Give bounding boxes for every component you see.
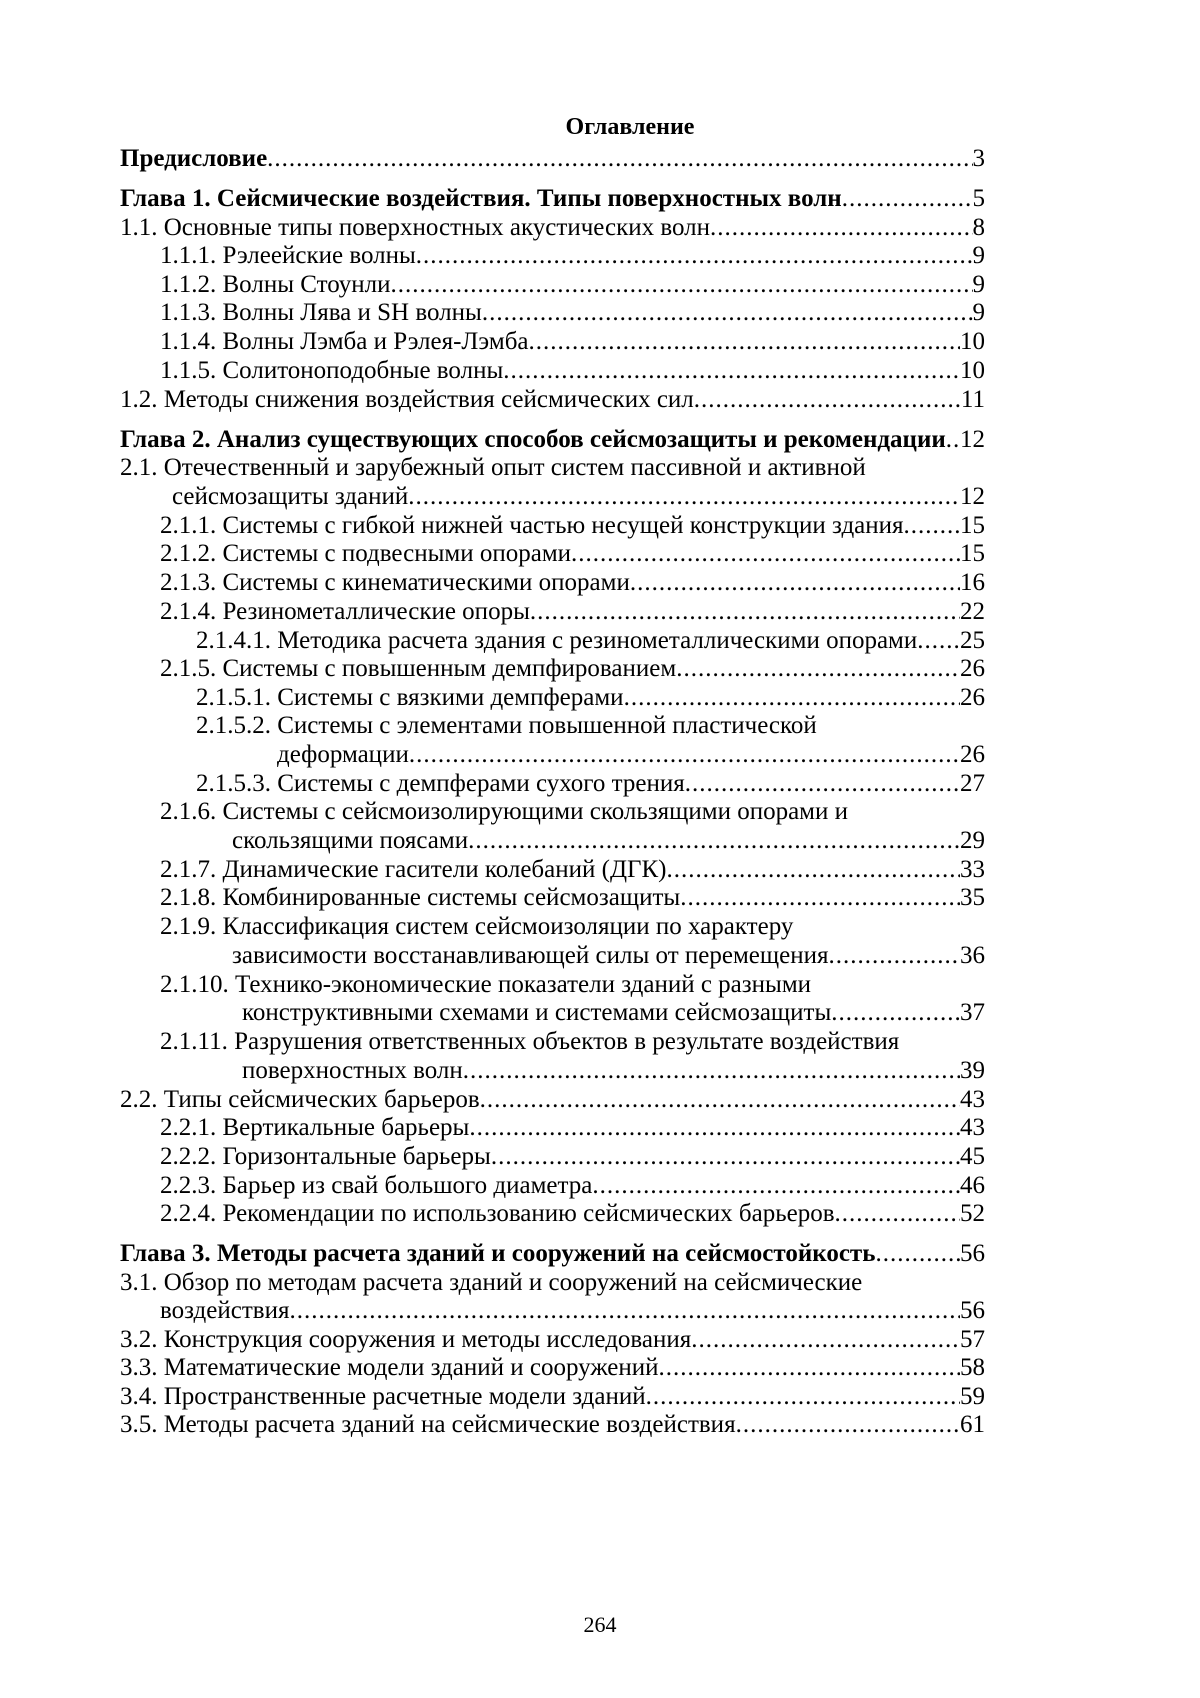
toc-entry-page: 52 [960, 1200, 985, 1227]
toc-entry-page: 43 [960, 1114, 985, 1141]
toc-entry-title: 2.1.2. Системы с подвесными опорами [160, 540, 572, 567]
toc-entry-page: 12 [960, 426, 985, 453]
toc-entry [160, 1027, 899, 1057]
toc-entry-title: 3.1. Обзор по методам расчета зданий и сооружений на сейсмические [120, 1269, 863, 1296]
toc-entry-title: 1.2. Методы снижения воздействия сейсмических сил [120, 386, 694, 413]
toc-dot-leader [946, 425, 960, 455]
toc-entry-page: 43 [960, 1086, 985, 1113]
toc-entry-title: воздействия [160, 1297, 290, 1324]
toc-entry [160, 241, 985, 271]
toc-dot-leader [904, 511, 960, 541]
toc-dot-leader [680, 883, 960, 913]
toc-entry [120, 144, 985, 174]
toc-entry [242, 1056, 985, 1086]
toc-entry-page: 26 [960, 655, 985, 682]
toc-entry-title: 1.1.4. Волны Лэмба и Рэлея-Лэмба [160, 328, 529, 355]
toc-entry [120, 1085, 985, 1115]
toc-entry-title: 2.2.2. Горизонтальные барьеры [160, 1143, 491, 1170]
toc-entry-page: 15 [960, 512, 985, 539]
toc-entry-page: 22 [960, 598, 985, 625]
toc-dot-leader [409, 740, 960, 770]
toc-entry-page: 26 [960, 741, 985, 768]
toc-entry-title: Глава 1. Сейсмические воздействия. Типы поверхностных волн [120, 185, 842, 212]
toc-dot-leader [694, 385, 961, 415]
toc-entry [160, 511, 985, 541]
toc-entry-title: сейсмозащиты зданий [172, 483, 409, 510]
toc-entry-page: 9 [972, 271, 985, 298]
toc-entry-title: 2.2.1. Вертикальные барьеры [160, 1114, 470, 1141]
toc-entry-title: 2.1.5.2. Системы с элементами повышенной пластической [196, 712, 817, 739]
toc-dot-leader [917, 626, 960, 656]
toc-entry [277, 740, 985, 770]
toc-entry-title: 2.1.6. Системы с сейсмоизолирующими скользящими опорами и [160, 798, 849, 825]
toc-entry-page: 11 [960, 386, 985, 413]
toc-entry-title: Глава 3. Методы расчета зданий и сооружений на сейсмостойкость [120, 1240, 876, 1267]
toc-dot-leader [482, 298, 973, 328]
toc-dot-leader [469, 1113, 960, 1143]
toc-entry [120, 1239, 985, 1269]
toc-entry-title: 2.1.1. Системы с гибкой нижней частью несущей конструкции здания [160, 512, 904, 539]
toc-title: Оглавление [565, 114, 695, 140]
toc-entry-title: 1.1.3. Волны Лява и SH волны [160, 299, 482, 326]
toc-entry-page: 9 [972, 299, 985, 326]
toc-entry [160, 1113, 985, 1143]
toc-dot-leader [571, 539, 960, 569]
toc-entry-page: 57 [960, 1326, 985, 1353]
toc-dot-leader [530, 597, 960, 627]
toc-entry [160, 1142, 985, 1172]
toc-entry-page: 10 [960, 328, 985, 355]
toc-entry [160, 270, 985, 300]
toc-entry-title: 1.1.1. Рэлеейские волны [160, 242, 416, 269]
toc-entry [160, 883, 985, 913]
toc-entry-title: Предисловие [120, 145, 268, 172]
toc-entry-page: 37 [960, 999, 985, 1026]
toc-entry-page: 16 [960, 569, 985, 596]
toc-dot-leader [875, 1239, 960, 1269]
toc-entry [196, 683, 985, 713]
toc-entry-title: 2.1.5.3. Системы с демпферами сухого трения [196, 770, 685, 797]
toc-dot-leader [416, 241, 973, 271]
toc-dot-leader [676, 654, 960, 684]
toc-entry [196, 769, 985, 799]
toc-entry-title: зависимости восстанавливающей силы от перемещения [232, 942, 829, 969]
toc-entry-title: скользящими поясами [232, 827, 469, 854]
toc-entry-page: 12 [960, 483, 985, 510]
toc-dot-leader [710, 213, 972, 243]
toc-dot-leader [624, 683, 960, 713]
toc-entry [120, 1382, 985, 1412]
toc-entry-title: 2.2.4. Рекомендации по использованию сейсмических барьеров [160, 1200, 835, 1227]
toc-entry [160, 797, 848, 827]
toc-entry-page: 56 [960, 1297, 985, 1324]
page-number: 264 [583, 1612, 617, 1637]
toc-entry-page: 25 [960, 627, 985, 654]
toc-entry-page: 10 [960, 357, 985, 384]
toc-entry-title: Глава 2. Анализ существующих способов сейсмозащиты и рекомендации [120, 426, 946, 453]
toc-entry-title: 1.1.5. Солитоноподобные волны [160, 357, 504, 384]
toc-entry-page: 8 [972, 214, 985, 241]
toc-dot-leader [408, 482, 960, 512]
toc-entry-title: 2.2. Типы сейсмических барьеров [120, 1086, 480, 1113]
toc-entry-title: 2.1.4.1. Методика расчета здания с резинометаллическими опорами [196, 627, 918, 654]
toc-entry-title: 2.2.3. Барьер из свай большого диаметра [160, 1172, 593, 1199]
toc-entry [160, 568, 985, 598]
toc-entry [120, 1410, 985, 1440]
toc-entry [242, 998, 985, 1028]
toc-entry-page: 27 [960, 770, 985, 797]
toc-dot-leader [503, 356, 960, 386]
toc-entry [120, 385, 985, 415]
toc-dot-leader [630, 568, 960, 598]
toc-entry [120, 453, 866, 483]
toc-entry-title: 2.1. Отечественный и зарубежный опыт систем пассивной и активной [120, 454, 866, 481]
toc-entry-title: 2.1.7. Динамические гасители колебаний (ДГК) [160, 856, 667, 883]
toc-entry [160, 654, 985, 684]
toc-entry [160, 356, 985, 386]
toc-entry-page: 26 [960, 684, 985, 711]
toc-entry-page: 56 [960, 1240, 985, 1267]
toc-entry-title: 2.1.10. Технико-экономические показатели зданий с разными [160, 971, 812, 998]
toc-dot-leader [480, 1085, 960, 1115]
toc-entry-title: поверхностных волн [242, 1057, 463, 1084]
toc-dot-leader [592, 1171, 960, 1201]
toc-entry-title: 2.1.8. Комбинированные системы сейсмозащиты [160, 884, 681, 911]
toc-dot-leader [491, 1142, 960, 1172]
toc-dot-leader [659, 1353, 960, 1383]
toc-entry [120, 425, 985, 455]
toc-entry [120, 213, 985, 243]
toc-entry-page: 35 [960, 884, 985, 911]
toc-entry [160, 912, 793, 942]
toc-dot-leader [831, 998, 960, 1028]
toc-entry [160, 597, 985, 627]
toc-dot-leader [289, 1296, 960, 1326]
toc-dot-leader [691, 1325, 960, 1355]
toc-entry [196, 711, 817, 741]
toc-entry-page: 61 [960, 1411, 985, 1438]
toc-dot-leader [646, 1382, 960, 1412]
toc-entry [120, 184, 985, 214]
toc-dot-leader [529, 327, 960, 357]
toc-entry-page: 39 [960, 1057, 985, 1084]
toc-entry [120, 1325, 985, 1355]
toc-entry-page: 59 [960, 1383, 985, 1410]
toc-entry-page: 3 [972, 145, 985, 172]
toc-entry [196, 626, 985, 656]
toc-dot-leader [267, 144, 972, 174]
toc-dot-leader [666, 855, 960, 885]
toc-entry-page: 58 [960, 1354, 985, 1381]
toc-entry-title: конструктивными схемами и системами сейсмозащиты [242, 999, 832, 1026]
toc-entry-title: 2.1.5. Системы с повышенным демпфированием [160, 655, 677, 682]
toc-entry [160, 298, 985, 328]
toc-entry-title: 1.1. Основные типы поверхностных акустических волн [120, 214, 711, 241]
toc-dot-leader [685, 769, 960, 799]
toc-dot-leader [828, 941, 960, 971]
toc-entry-title: 2.1.9. Классификация систем сейсмоизоляции по характеру [160, 913, 794, 940]
toc-entry-page: 15 [960, 540, 985, 567]
toc-entry [160, 1199, 985, 1229]
toc-dot-leader [463, 1056, 960, 1086]
toc-entry-title: деформации [277, 741, 409, 768]
toc-entry-title: 2.1.4. Резинометаллические опоры [160, 598, 530, 625]
toc-entry [160, 539, 985, 569]
toc-entry-page: 33 [960, 856, 985, 883]
toc-entry-title: 2.1.5.1. Системы с вязкими демпферами [196, 684, 624, 711]
toc-entry-title: 3.2. Конструкция сооружения и методы исследования [120, 1326, 692, 1353]
toc-dot-leader [736, 1410, 960, 1440]
toc-entry-page: 5 [972, 185, 985, 212]
toc-entry-page: 29 [960, 827, 985, 854]
toc-entry-title: 3.5. Методы расчета зданий на сейсмические воздействия [120, 1411, 736, 1438]
toc-entry-page: 45 [960, 1143, 985, 1170]
toc-dot-leader [842, 184, 973, 214]
toc-entry-page: 36 [960, 942, 985, 969]
toc-entry [120, 1268, 862, 1298]
toc-entry [160, 327, 985, 357]
toc-entry [120, 1353, 985, 1383]
toc-entry [232, 941, 985, 971]
toc-entry-title: 3.3. Математические модели зданий и сооружений [120, 1354, 659, 1381]
toc-dot-leader [835, 1199, 960, 1229]
toc-dot-leader [390, 270, 972, 300]
toc-entry-page: 46 [960, 1172, 985, 1199]
toc-entry-title: 3.4. Пространственные расчетные модели зданий [120, 1383, 646, 1410]
toc-entry [160, 1296, 985, 1326]
toc-entry-title: 1.1.2. Волны Стоунли [160, 271, 391, 298]
toc-dot-leader [468, 826, 960, 856]
toc-entry-title: 2.1.11. Разрушения ответственных объектов в результате воздействия [160, 1028, 900, 1055]
toc-entry [160, 855, 985, 885]
toc-entry [160, 1171, 985, 1201]
toc-entry-title: 2.1.3. Системы с кинематическими опорами [160, 569, 630, 596]
toc-entry-page: 9 [972, 242, 985, 269]
toc-entry [160, 970, 811, 1000]
toc-entry [232, 826, 985, 856]
toc-entry [172, 482, 985, 512]
